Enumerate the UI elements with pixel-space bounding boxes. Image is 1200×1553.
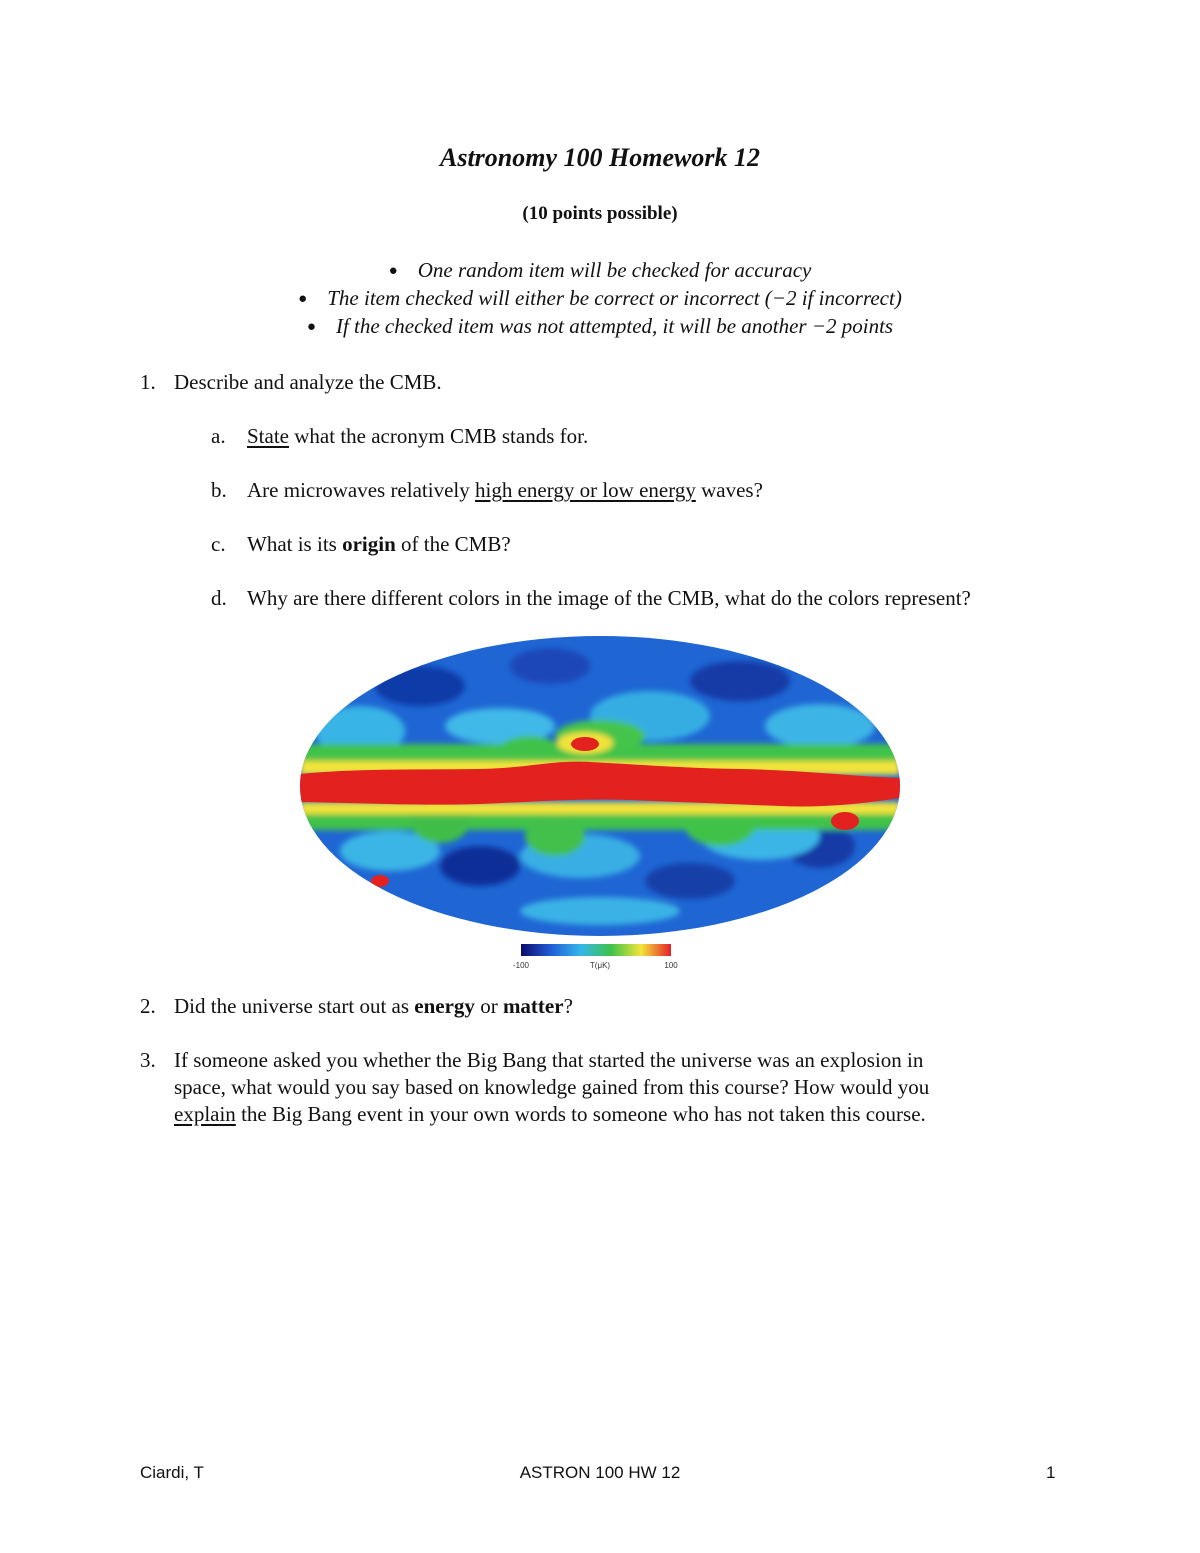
rule-text: The item checked will either be correct or incorrect (−2 if incorrect) xyxy=(327,286,902,310)
page-number: 1 xyxy=(1046,1463,1056,1482)
colorbar-unit-label: T(μK) xyxy=(589,961,611,970)
question-number: 3. xyxy=(140,1048,156,1072)
page-title: Astronomy 100 Homework 12 xyxy=(440,143,760,172)
bullet-icon: ● xyxy=(298,291,308,307)
question-1 xyxy=(140,370,442,395)
underlined-term: explain xyxy=(174,1102,236,1126)
question-1c xyxy=(211,532,511,557)
part-text: waves? xyxy=(695,478,763,502)
question-text: or xyxy=(474,994,503,1018)
question-text: Describe and analyze the CMB. xyxy=(174,370,442,394)
question-3-line-2 xyxy=(174,1075,929,1100)
sky-map-ellipse xyxy=(300,636,900,936)
bold-term: energy xyxy=(414,994,475,1018)
part-letter: c. xyxy=(211,532,226,556)
underlined-term: State xyxy=(247,424,289,448)
question-text: ? xyxy=(563,994,573,1018)
part-letter: a. xyxy=(211,424,226,448)
question-1a xyxy=(211,424,588,449)
bold-term: origin xyxy=(342,532,396,556)
part-text: What is its xyxy=(247,532,343,556)
question-number: 2. xyxy=(140,994,156,1018)
underlined-term: high energy or low energy xyxy=(475,478,696,502)
part-text: what the acronym CMB stands for. xyxy=(289,424,589,448)
bullet-icon: ● xyxy=(306,319,316,335)
bullet-icon: ● xyxy=(388,263,398,279)
question-3-line-3 xyxy=(174,1102,926,1127)
question-text: Did the universe start out as xyxy=(174,994,415,1018)
points-subtitle: (10 points possible) xyxy=(522,203,678,224)
rule-text: One random item will be checked for accuracy xyxy=(417,258,812,282)
question-1d xyxy=(211,586,971,611)
question-text: the Big Bang event in your own words to someone who has not taken this course. xyxy=(235,1102,926,1126)
question-1b xyxy=(211,478,763,503)
bold-term: matter xyxy=(502,994,564,1018)
rule-text: If the checked item was not attempted, it will be another −2 points xyxy=(335,314,894,338)
part-text: of the CMB? xyxy=(395,532,511,556)
part-text: Are microwaves relatively xyxy=(247,478,475,502)
part-text: Why are there different colors in the image of the CMB, what do the colors represent? xyxy=(247,586,971,610)
colorbar-max-label: 100 xyxy=(664,961,678,970)
rule-item xyxy=(0,258,1200,283)
rule-item xyxy=(0,314,1200,339)
colorbar-min-label: -100 xyxy=(512,961,530,970)
part-letter: d. xyxy=(211,586,227,610)
colorbar xyxy=(521,944,671,956)
question-2 xyxy=(140,994,573,1019)
rule-item xyxy=(0,286,1200,311)
footer-course: ASTRON 100 HW 12 xyxy=(519,1463,681,1482)
question-3 xyxy=(140,1048,923,1073)
question-text: space, what would you say based on knowledge gained from this course? How would you xyxy=(174,1075,930,1099)
question-text: If someone asked you whether the Big Bang that started the universe was an explosion in xyxy=(174,1048,924,1072)
cmb-sky-map xyxy=(300,636,900,972)
part-letter: b. xyxy=(211,478,227,502)
question-number: 1. xyxy=(140,370,156,394)
footer-author: Ciardi, T xyxy=(140,1463,204,1482)
